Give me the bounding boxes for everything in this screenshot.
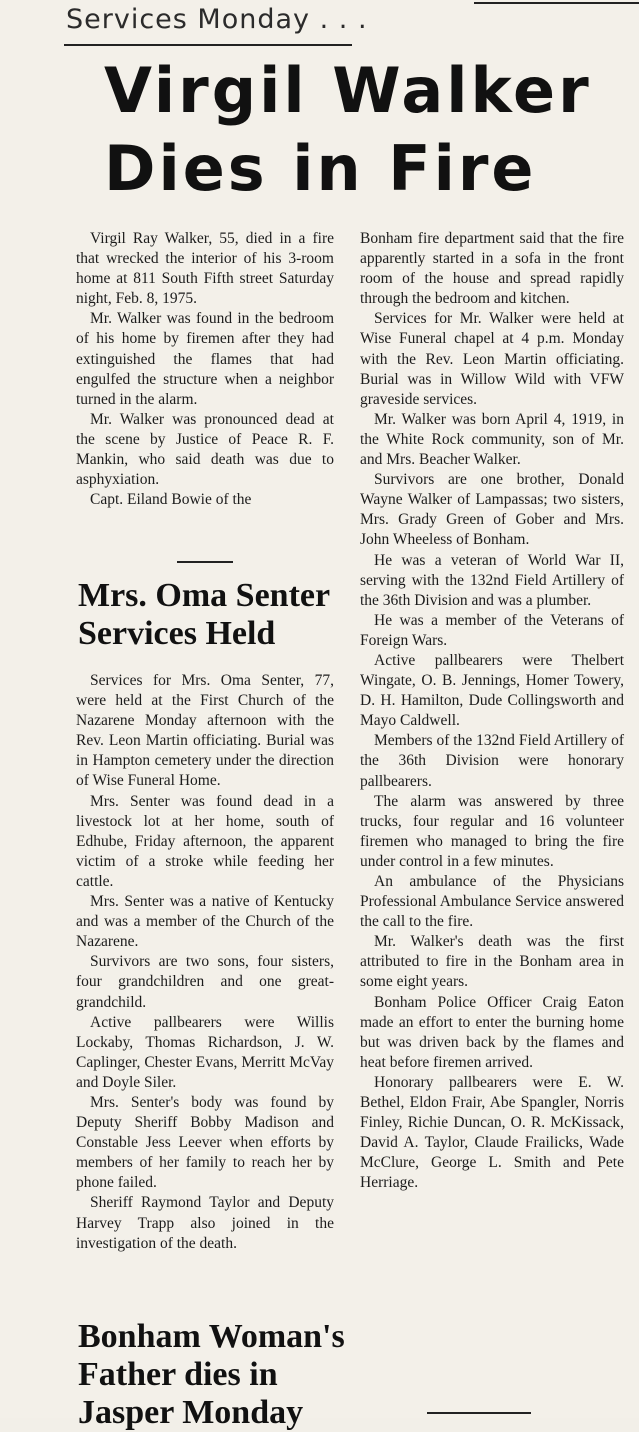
article-paragraph: An ambulance of the Physicians Professional Ambulance Service answered the call to the fire.: [360, 873, 624, 931]
main-story-left-column: [76, 229, 334, 510]
article-paragraph: Mrs. Senter was a native of Kentucky and was a member of the Church of the Nazarene.: [76, 893, 334, 951]
top-right-rule: [474, 2, 639, 4]
senter-story-column: [76, 671, 334, 1254]
article-paragraph: Virgil Ray Walker, 55, died in a fire that wrecked the interior of his 3-room home at 811 South Fifth street Saturday night, Feb. 8, 1975.: [76, 230, 334, 308]
article-paragraph: Mr. Walker was found in the bedroom of his home by firemen after they had extinguished the flames that had engulfed the structure when a neighbor turned in the alarm.: [76, 310, 334, 408]
article-paragraph: Capt. Eiland Bowie of the: [90, 491, 252, 509]
kicker-rule: [64, 44, 352, 46]
article-paragraph: He was a veteran of World War II, serving with the 132nd Field Artillery of the 36th Division and was a plumber.: [360, 551, 624, 609]
article-paragraph: Services for Mrs. Oma Senter, 77, were held at the First Church of the Nazarene Monday afternoon with the Rev. Leon Martin officiating. Burial was in Hampton cemetery under the direction of Wise Funeral Home.: [76, 672, 334, 790]
article-paragraph: Bonham Police Officer Craig Eaton made an effort to enter the burning home but was driven back by the flames and heat before firemen arrived.: [360, 993, 624, 1071]
article-paragraph: Sheriff Raymond Taylor and Deputy Harvey Trapp also joined in the investigation of the death.: [76, 1194, 334, 1252]
kicker: Services Monday . . .: [66, 4, 368, 35]
senter-headline-line-2: Services Held: [78, 615, 276, 652]
article-paragraph: Mr. Walker was born April 4, 1919, in the White Rock community, son of Mr. and Mrs. Beacher Walker.: [360, 410, 624, 469]
article-paragraph: Services for Mr. Walker were held at Wise Funeral chapel at 4 p.m. Monday with the Rev. Leon Martin officiating. Burial was in Willow Wild with VFW graveside services.: [360, 310, 624, 408]
article-paragraph: Survivors are one brother, Donald Wayne Walker of Lampassas; two sisters, Mrs. Grady Green of Gober and Mrs. John Wheeless of Bonham.: [360, 471, 624, 549]
article-paragraph: Active pallbearers were Willis Lockaby, Thomas Richardson, J. W. Caplinger, Chester Evans, Merritt McVay and Doyle Siler.: [76, 1013, 334, 1091]
article-paragraph: Mrs. Senter's body was found by Deputy Sheriff Bobby Madison and Constable Jess Leever when efforts by members of her family to reach her by phone failed.: [76, 1093, 334, 1192]
article-paragraph: The alarm was answered by three trucks, four regular and 16 volunteer firemen who managed to bring the fire under control in a few minutes.: [360, 792, 624, 870]
article-paragraph: Members of the 132nd Field Artillery of the 36th Division were honorary pallbearers.: [360, 732, 624, 790]
bonham-woman-headline-line-1: Bonham Woman's: [78, 1318, 345, 1355]
bonham-woman-headline-line-3: Jasper Monday: [78, 1394, 304, 1431]
bonham-woman-headline: [78, 1318, 378, 1432]
section-divider-bottom: [427, 1412, 531, 1414]
article-paragraph: Survivors are two sons, four sisters, four grandchildren and one great-grandchild.: [76, 953, 334, 1011]
main-headline-line-1: Virgil Walker: [104, 54, 592, 127]
section-divider: [177, 561, 233, 563]
article-paragraph: Active pallbearers were Thelbert Wingate, O. B. Jennings, Homer Towery, D. H. Hamilton, Dude Collingsworth and Mayo Caldwell.: [360, 651, 624, 730]
senter-headline: [78, 577, 358, 653]
main-headline: [104, 52, 634, 208]
article-paragraph: He was a member of the Veterans of Foreign Wars.: [360, 611, 624, 649]
article-paragraph: Honorary pallbearers were E. W. Bethel, Eldon Frair, Abe Spangler, Norris Finley, Richie Duncan, O. R. McKissack, David A. Taylor, Claude Frailicks, Wade McClure, George L. Smith and Pete Herriage.: [360, 1073, 624, 1192]
article-paragraph: Mrs. Senter was found dead in a livestock lot at her home, south of Edhube, Friday afternoon, the apparent victim of a stroke while feeding her cattle.: [76, 792, 334, 890]
bonham-woman-headline-line-2: Father dies in: [78, 1356, 278, 1393]
article-paragraph: Mr. Walker's death was the first attributed to fire in the Bonham area in some eight years.: [360, 933, 624, 991]
senter-headline-line-1: Mrs. Oma Senter: [78, 577, 331, 614]
article-paragraph: Bonham fire department said that the fire apparently started in a sofa in the front room of the house and spread rapidly through the bedroom and kitchen.: [360, 230, 624, 308]
main-story-right-column: [360, 229, 624, 1194]
article-paragraph: Mr. Walker was pronounced dead at the scene by Justice of Peace R. F. Mankin, who said death was due to asphyxiation.: [76, 410, 334, 489]
main-headline-line-2: Dies in Fire: [104, 132, 537, 205]
